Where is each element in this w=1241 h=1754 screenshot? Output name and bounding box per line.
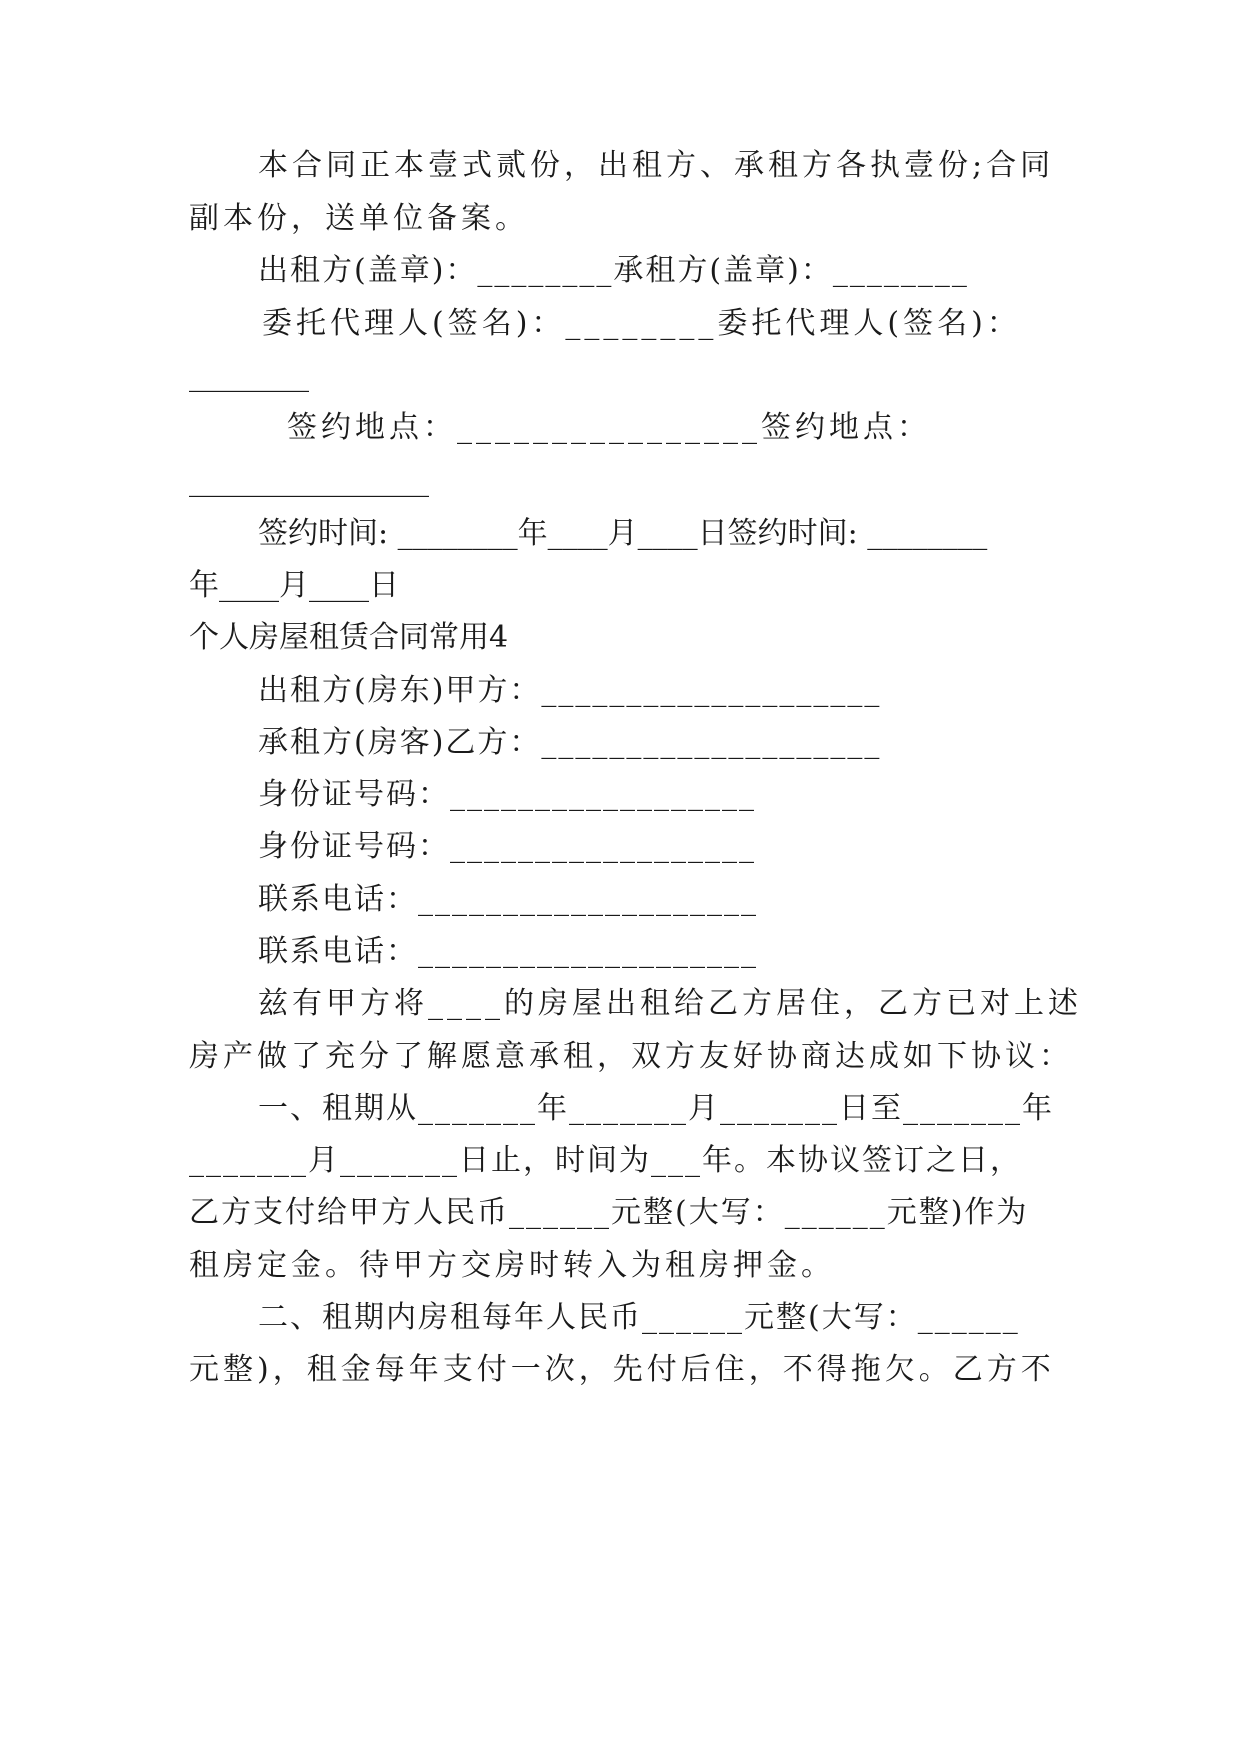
section-title: 个人房屋租赁合同常用4 [189, 620, 509, 655]
id-number-line-2: 身份证号码：__________________ [258, 829, 756, 864]
phone-line-1: 联系电话：____________________ [258, 882, 758, 917]
paragraph-copies-cont: 副本份，送单位备案。 [189, 201, 529, 236]
signing-place-text: 签约地点：________________签约地点： [287, 410, 931, 445]
lessee-line: 承租方(房客)乙方：____________________ [258, 725, 882, 760]
clause-2-line-2: 元整)，租金每年支付一次，先付后住，不得拖欠。乙方不 [189, 1352, 1055, 1387]
agent-signature-blank: ________ [189, 358, 309, 393]
paragraph-intro-cont: 房产做了充分了解愿意承租，双方友好协商达成如下协议： [189, 1039, 1073, 1074]
signing-time-line: 签约时间: ________年____月____日签约时间: ________ [258, 516, 988, 551]
clause-1-line-4: 租房定金。待甲方交房时转入为租房押金。 [189, 1248, 835, 1283]
signature-seal-line: 出租方(盖章)：________承租方(盖章)：________ [258, 253, 969, 288]
phone-line-2: 联系电话：____________________ [258, 934, 758, 969]
id-number-line-1: 身份证号码：__________________ [258, 777, 756, 812]
signing-place-blank: ________________ [189, 463, 429, 498]
clause-1-line-2: _______月_______日止，时间为___年。本协议签订之日， [189, 1143, 1022, 1178]
signing-place-line [287, 408, 931, 448]
clause-1-line-1: 一、租期从_______年_______月_______日至_______年 [258, 1091, 1054, 1126]
clause-1-line-3: 乙方支付给甲方人民币______元整(大写：______元整)作为 [189, 1195, 1029, 1230]
clause-2-line-1: 二、租期内房租每年人民币______元整(大写：______ [258, 1300, 1020, 1335]
lessor-line: 出租方(房东)甲方：____________________ [258, 673, 882, 708]
agent-signature-line: 委托代理人(签名)：________委托代理人(签名)： [262, 306, 1021, 341]
paragraph-intro: 兹有甲方将____的房屋出租给乙方居住，乙方已对上述 [258, 986, 1082, 1021]
paragraph-copies: 本合同正本壹式贰份，出租方、承租方各执壹份;合同 [258, 148, 1055, 183]
signing-time-cont: 年____月____日 [189, 568, 399, 603]
